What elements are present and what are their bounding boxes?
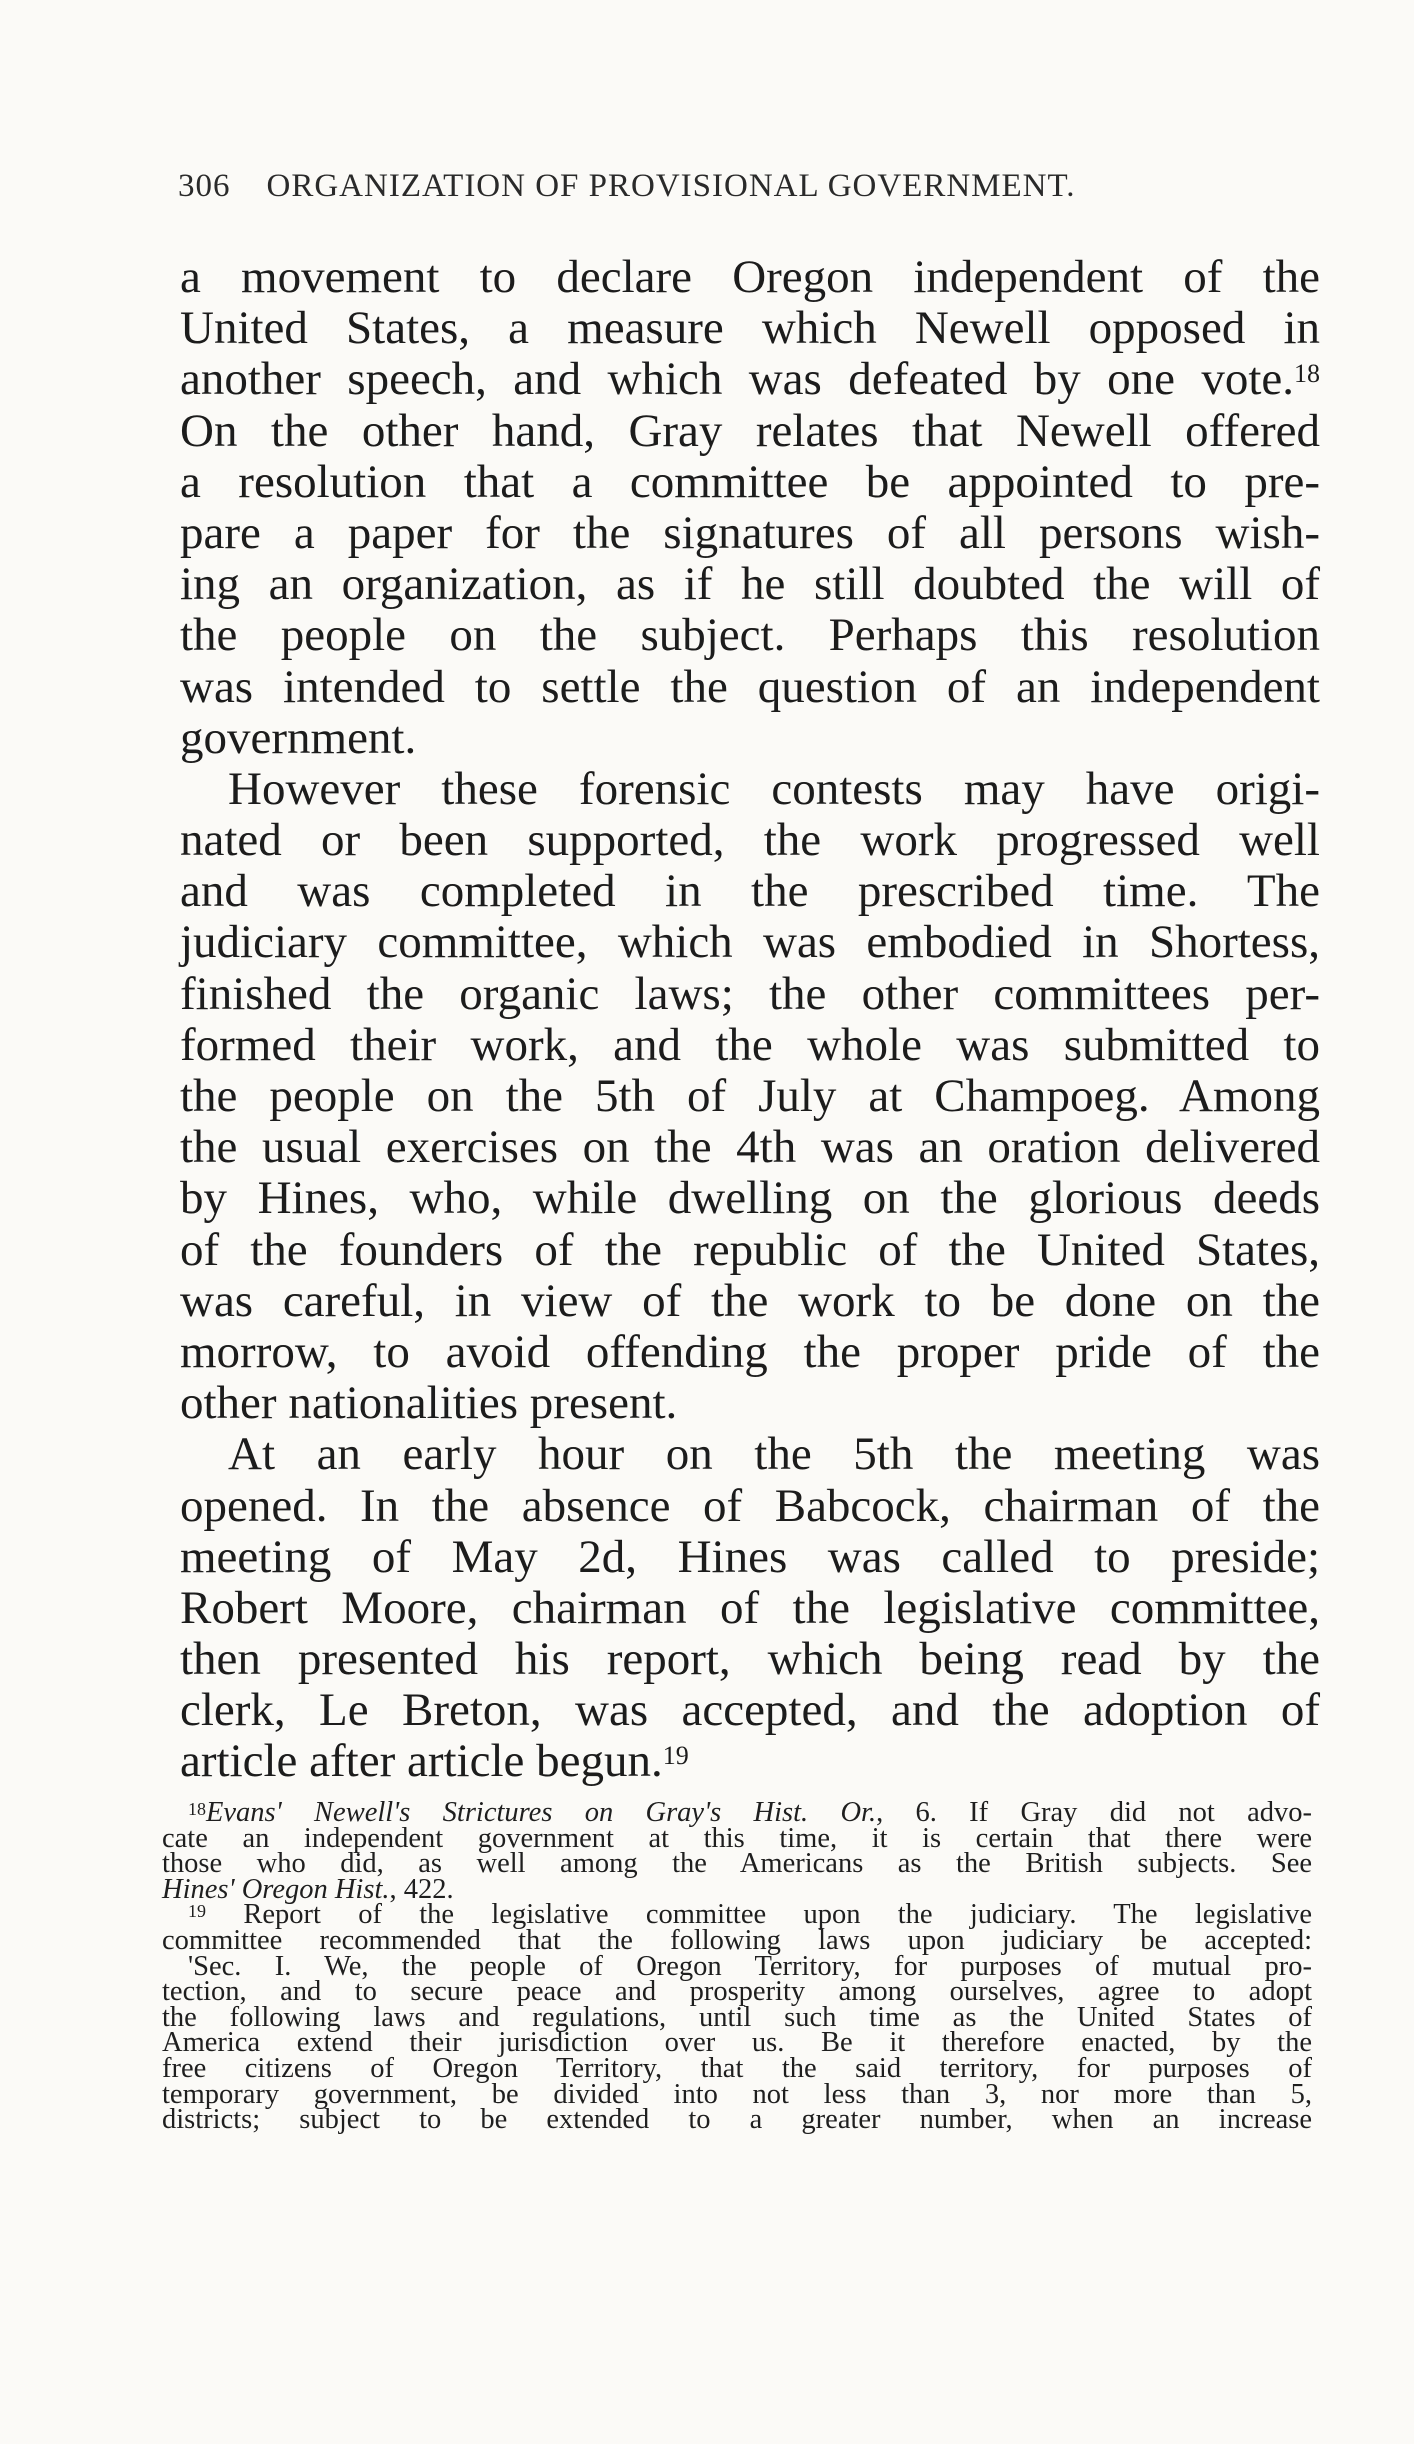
body-line: ing an organization, as if he still doubted the will of: [180, 558, 1320, 611]
footnote-19-text: Report of the legislative committee upon the judiciary. The legislative: [243, 1899, 1313, 1931]
body-text: [180, 252, 1320, 1788]
body-line: government.: [180, 711, 417, 764]
body-line: then presented his report, which being read by the: [180, 1633, 1320, 1686]
footnote-ref-18[interactable]: 18: [1294, 359, 1320, 389]
body-line-with-ref: [180, 1736, 1320, 1787]
body-line: opened. In the absence of Babcock, chairman of the: [180, 1479, 1320, 1532]
footnote-19-line: the following laws and regulations, until such time as the United States of: [162, 2001, 1312, 2033]
body-line: of the founders of the republic of the United States,: [180, 1223, 1320, 1276]
body-line: the usual exercises on the 4th was an oration delivered: [180, 1121, 1320, 1174]
body-line: nated or been supported, the work progressed well: [180, 814, 1320, 867]
body-line-text: article after article begun.: [180, 1735, 663, 1788]
body-line: by Hines, who, while dwelling on the glorious deeds: [180, 1172, 1320, 1225]
body-line: a resolution that a committee be appointed to pre-: [180, 455, 1320, 508]
body-line: morrow, to avoid offending the proper pride of the: [180, 1325, 1320, 1378]
footnote-18-line: [162, 1797, 1313, 1828]
footnote-ref-19[interactable]: 19: [662, 1741, 689, 1771]
footnote-18-line: cate an independent government at this time, it is certain that there were: [162, 1822, 1312, 1854]
page-number: 306: [178, 168, 231, 204]
footnote-19-line: America extend their jurisdiction over us. Be it therefore enacted, by the: [162, 2027, 1312, 2059]
footnote-19-line: 'Sec. I. We, the people of Oregon Territory, for purposes of mutual pro-: [188, 1950, 1312, 1982]
body-line: was intended to settle the question of an independent: [180, 660, 1320, 713]
body-line: the people on the 5th of July at Champoeg. Among: [180, 1070, 1320, 1122]
body-line: and was completed in the prescribed time. The: [180, 865, 1320, 918]
running-title: ORGANIZATION OF PROVISIONAL GOVERNMENT.: [266, 168, 1076, 204]
body-line: a movement to declare Oregon independent of the: [180, 251, 1320, 303]
footnote-19-number: 19: [188, 1901, 206, 1922]
body-line-paragraph-start: At an early hour on the 5th the meeting was: [228, 1428, 1320, 1481]
footnotes: [162, 1797, 1313, 2136]
body-line-text: another speech, and which was defeated by one vote.: [180, 353, 1294, 406]
footnote-19-line: temporary government, be divided into not less than 3, nor more than 5,: [162, 2078, 1312, 2110]
body-line: pare a paper for the signatures of all persons wish-: [180, 506, 1320, 559]
running-head: [178, 168, 1218, 205]
footnote-19-line: tection, and to secure peace and prosperity among ourselves, agree to adopt: [162, 1976, 1312, 2008]
footnote-18-citation: Evans' Newell's Strictures on Gray's Hist. Or.: [206, 1797, 877, 1828]
footnote-18-citation-2: Hines' Oregon Hist.: [162, 1873, 390, 1905]
footnote-18-number: 18: [188, 1799, 206, 1819]
body-line: the people on the subject. Perhaps this resolution: [180, 609, 1320, 662]
body-line-paragraph-start: However these forensic contests may have origi-: [228, 762, 1320, 815]
body-line: United States, a measure which Newell opposed in: [180, 302, 1320, 355]
footnote-18-text: , 422.: [389, 1873, 454, 1905]
body-line: finished the organic laws; the other committees per-: [180, 967, 1320, 1020]
body-line: Robert Moore, chairman of the legislative committee,: [180, 1581, 1320, 1634]
body-line: judiciary committee, which was embodied in Shortess,: [180, 916, 1320, 969]
body-line: meeting of May 2d, Hines was called to preside;: [180, 1530, 1320, 1583]
footnote-18-line: those who did, as well among the Americans as the British subjects. See: [162, 1848, 1312, 1880]
footnote-18-text: , 6. If Gray did not advo-: [876, 1797, 1313, 1828]
footnote-19-line: districts; subject to be extended to a greater number, when an increase: [162, 2104, 1312, 2136]
body-line: other nationalities present.: [180, 1377, 678, 1430]
body-line: clerk, Le Breton, was accepted, and the adoption of: [180, 1684, 1320, 1737]
footnote-19-line: committee recommended that the following laws upon judiciary be accepted:: [162, 1924, 1312, 1956]
body-line-with-ref: [180, 354, 1320, 405]
body-line: On the other hand, Gray relates that Newell offered: [180, 404, 1320, 457]
footnote-19-line: free citizens of Oregon Territory, that the said territory, for purposes of: [162, 2052, 1312, 2084]
body-line: formed their work, and the whole was submitted to: [180, 1018, 1320, 1071]
body-line: was careful, in view of the work to be done on the: [180, 1274, 1320, 1327]
